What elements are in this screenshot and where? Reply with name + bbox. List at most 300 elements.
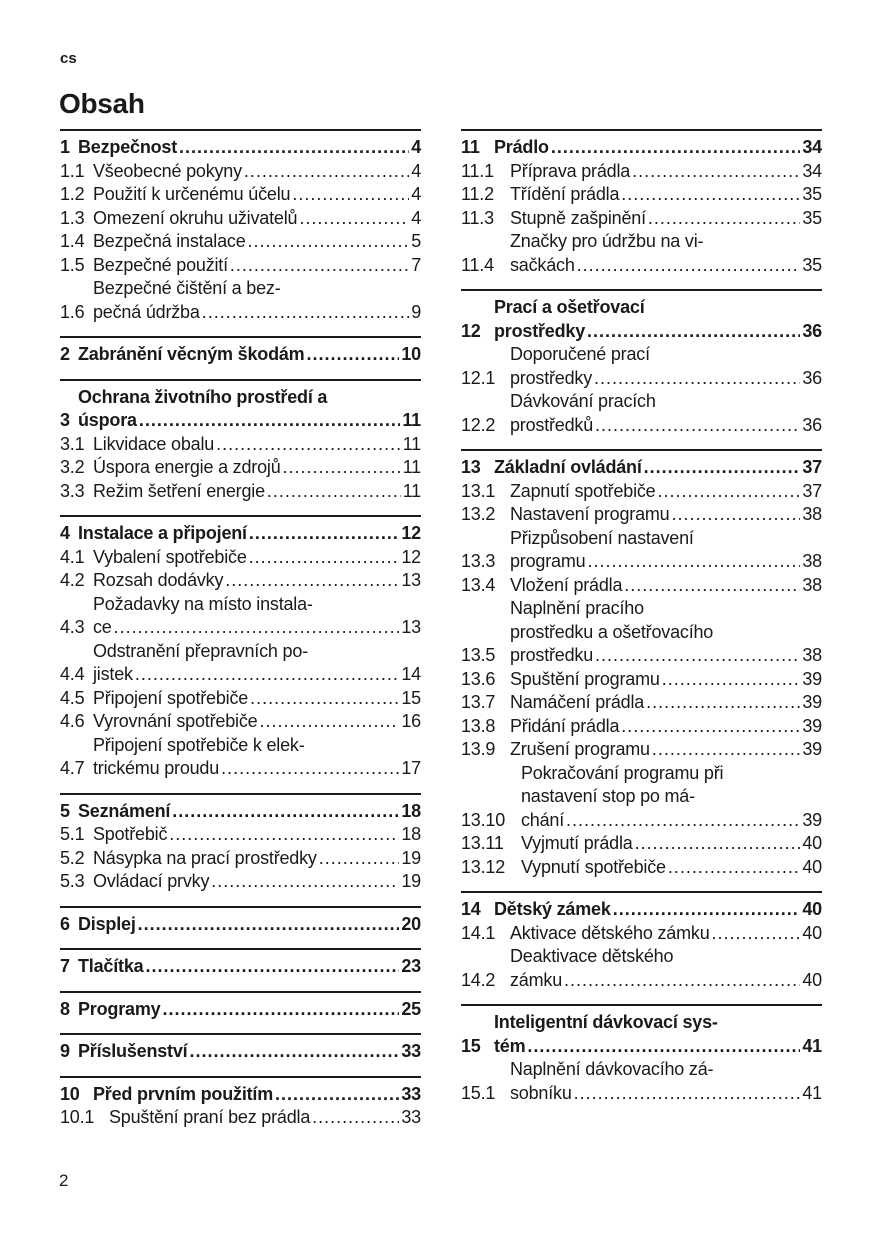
toc-subentry[interactable]	[461, 503, 822, 527]
entry-body	[93, 160, 421, 184]
entry-number: 7	[60, 956, 70, 976]
dot-leader	[283, 456, 401, 480]
entry-title: Použití k určenému účelu	[93, 184, 291, 204]
toc-chapter-entry[interactable]	[60, 955, 421, 979]
entry-page-number: 4	[411, 207, 421, 228]
entry-body	[510, 738, 822, 762]
entry-number: 1.1	[60, 160, 85, 181]
entry-page-number: 40	[802, 899, 822, 919]
entry-title-line: Bezpečné čištění a bez-	[93, 278, 281, 298]
toc-subentry[interactable]	[60, 480, 421, 504]
entry-number: 1.4	[60, 231, 85, 251]
entry-title-row	[510, 691, 822, 715]
dot-leader	[202, 301, 410, 325]
entry-number: 14.1	[461, 922, 496, 943]
entry-title: Spuštění programu	[510, 668, 660, 689]
entry-number: 4.3	[60, 617, 85, 637]
entry-page-number: 36	[802, 320, 822, 341]
entry-title-line: Naplnění pracího	[510, 598, 644, 618]
entry-number: 13.1	[461, 480, 496, 501]
toc-subentry[interactable]	[461, 207, 822, 231]
entry-title: Všeobecné pokyny	[93, 160, 242, 181]
toc-subentry[interactable]	[60, 710, 421, 734]
toc-subentry[interactable]	[461, 597, 822, 668]
toc-section	[60, 948, 421, 979]
entry-page-number: 13	[401, 570, 421, 590]
entry-title: Příslušenství	[78, 1041, 188, 1061]
entry-title-row	[494, 456, 822, 480]
dot-leader	[135, 663, 400, 687]
entry-number: 9	[60, 1041, 70, 1061]
dot-leader	[671, 503, 800, 527]
entry-number: 12.1	[461, 367, 496, 388]
entry-title-row	[109, 1106, 421, 1130]
dot-leader	[221, 757, 399, 781]
entry-title: Vyrovnání spotřebiče	[93, 711, 258, 731]
entry-body	[93, 640, 421, 687]
toc-subentry[interactable]	[461, 527, 822, 574]
entry-body	[93, 207, 421, 231]
entry-title: Stupně zašpinění	[510, 207, 646, 228]
entry-body	[93, 823, 421, 847]
entry-number: 13.3	[461, 551, 496, 571]
entry-number: 13.10	[461, 809, 506, 830]
toc-chapter-entry[interactable]	[60, 998, 421, 1022]
entry-page-number: 5	[411, 231, 421, 251]
entry-title: Základní ovládání	[494, 457, 642, 477]
entry-title: programu	[510, 551, 586, 571]
toc-subentry[interactable]	[60, 207, 421, 231]
dot-leader	[179, 136, 409, 160]
dot-leader	[259, 710, 399, 734]
toc-section	[461, 1004, 822, 1105]
entry-title: jistek	[93, 664, 133, 684]
entry-number: 10	[60, 1083, 80, 1104]
entry-body	[521, 856, 822, 880]
entry-page-number: 37	[802, 480, 822, 501]
entry-body	[93, 254, 421, 278]
entry-body	[78, 1040, 421, 1064]
toc-subentry[interactable]	[60, 640, 421, 687]
dot-leader	[595, 644, 800, 668]
entry-body	[510, 183, 822, 207]
entry-title-row	[510, 503, 822, 527]
entry-page-number: 9	[411, 301, 421, 322]
entry-title: Displej	[78, 913, 136, 934]
section-divider	[461, 129, 822, 131]
dot-leader	[307, 343, 400, 367]
entry-title-row	[93, 569, 421, 593]
entry-title: Programy	[78, 998, 161, 1019]
toc-chapter-entry[interactable]	[60, 522, 421, 546]
section-divider	[60, 336, 421, 338]
entry-body	[78, 913, 421, 937]
entry-title-row	[78, 522, 421, 546]
entry-title-row	[93, 616, 421, 640]
toc-subentry[interactable]	[60, 277, 421, 324]
toc-subentry[interactable]	[60, 870, 421, 894]
dot-leader	[587, 550, 800, 574]
toc-subentry[interactable]	[461, 480, 822, 504]
toc-subentry[interactable]	[461, 832, 822, 856]
entry-number: 13.4	[461, 574, 496, 595]
toc-section	[60, 1076, 421, 1130]
entry-page-number: 35	[802, 254, 822, 275]
entry-page-number: 33	[401, 1107, 421, 1127]
entry-number: 13.6	[461, 668, 496, 689]
entry-title: Nastavení programu	[510, 504, 670, 524]
toc-section	[60, 336, 421, 367]
dot-leader	[249, 546, 400, 570]
toc-section	[60, 379, 421, 504]
entry-body	[510, 668, 822, 692]
entry-title-row	[510, 668, 822, 692]
entry-page-number: 36	[802, 414, 822, 435]
toc-subentry[interactable]	[461, 343, 822, 390]
entry-title-line: nastavení stop po má-	[521, 786, 695, 806]
toc-subentry[interactable]	[60, 687, 421, 711]
entry-page-number: 36	[802, 367, 822, 388]
entry-title-row	[78, 1040, 421, 1064]
entry-number: 8	[60, 998, 70, 1019]
entry-body	[78, 522, 421, 546]
entry-page-number: 19	[401, 847, 421, 868]
entry-body	[510, 715, 822, 739]
toc-subentry[interactable]	[461, 691, 822, 715]
entry-title-row	[510, 969, 822, 993]
entry-title: sobníku	[510, 1082, 572, 1103]
entry-title-line: Přizpůsobení nastavení	[510, 527, 694, 548]
entry-title: Příprava prádla	[510, 160, 631, 181]
dot-leader	[613, 898, 801, 922]
entry-title-row	[93, 183, 421, 207]
toc-subentry[interactable]	[461, 922, 822, 946]
toc-subentry[interactable]	[461, 183, 822, 207]
toc-subentry[interactable]	[461, 762, 822, 833]
entry-body	[510, 480, 822, 504]
page-title: Obsah	[59, 88, 145, 119]
entry-number: 3	[60, 410, 70, 430]
toc-chapter-entry[interactable]	[60, 1040, 421, 1064]
toc-chapter-entry[interactable]	[461, 898, 822, 922]
entry-body	[78, 955, 421, 979]
entry-number: 14.2	[461, 969, 496, 990]
dot-leader	[319, 847, 400, 871]
toc-subentry[interactable]	[461, 738, 822, 762]
entry-number: 5.3	[60, 871, 85, 891]
entry-page-number: 16	[401, 711, 421, 731]
dot-leader	[551, 136, 801, 160]
dot-leader	[632, 160, 800, 184]
entry-number: 12.2	[461, 414, 496, 435]
entry-title-row	[78, 136, 421, 160]
entry-page-number: 10	[401, 344, 421, 364]
entry-title-row	[93, 207, 421, 231]
entry-page-number: 4	[411, 137, 421, 157]
toc-subentry[interactable]	[461, 945, 822, 992]
entry-title-row	[93, 870, 421, 894]
section-divider	[461, 1004, 822, 1006]
entry-number: 1.3	[60, 207, 85, 228]
entry-title-row	[93, 160, 421, 184]
entry-page-number: 23	[401, 956, 421, 976]
toc-subentry[interactable]	[60, 734, 421, 781]
entry-number: 1.2	[60, 184, 85, 204]
toc-chapter-entry[interactable]	[60, 343, 421, 367]
toc-subentry[interactable]	[60, 254, 421, 278]
entry-body	[93, 480, 421, 504]
toc-section	[60, 991, 421, 1022]
entry-page-number: 14	[401, 664, 421, 684]
entry-page-number: 7	[411, 254, 421, 275]
toc-chapter-entry[interactable]	[461, 136, 822, 160]
toc-section	[60, 515, 421, 781]
dot-leader	[594, 367, 800, 391]
entry-title: úspora	[78, 410, 137, 430]
entry-title: tém	[494, 1035, 526, 1056]
section-divider	[60, 991, 421, 993]
entry-body	[521, 762, 822, 833]
entry-number: 14	[461, 899, 481, 919]
toc-subentry[interactable]	[461, 856, 822, 880]
entry-number: 3.1	[60, 433, 85, 454]
entry-title-line: Prací a ošetřovací	[494, 297, 645, 317]
entry-number: 1.6	[60, 301, 85, 322]
entry-number: 13	[461, 457, 481, 477]
dot-leader	[621, 183, 800, 207]
dot-leader	[587, 320, 800, 344]
entry-body	[93, 734, 421, 781]
entry-body	[78, 998, 421, 1022]
entry-body	[109, 1106, 421, 1130]
entry-title-row	[78, 998, 421, 1022]
entry-title: prostředky	[510, 367, 593, 388]
toc-subentry[interactable]	[60, 183, 421, 207]
section-divider	[60, 379, 421, 381]
entry-body	[494, 1011, 822, 1058]
dot-leader	[621, 715, 800, 739]
entry-number: 5.2	[60, 847, 85, 868]
dot-leader	[648, 207, 800, 231]
entry-body	[78, 136, 421, 160]
dot-leader	[138, 913, 400, 937]
entry-page-number: 38	[802, 504, 822, 524]
dot-leader	[312, 1106, 399, 1130]
entry-body	[93, 277, 421, 324]
entry-title: sačkách	[510, 254, 575, 275]
entry-page-number: 13	[401, 617, 421, 637]
entry-title-row	[93, 480, 421, 504]
toc-chapter-entry[interactable]	[60, 913, 421, 937]
toc-subentry[interactable]	[60, 569, 421, 593]
toc-chapter-entry[interactable]	[461, 1011, 822, 1058]
entry-number: 2	[60, 344, 70, 364]
entry-title-row	[78, 913, 421, 937]
entry-page-number: 35	[802, 184, 822, 204]
toc-subentry[interactable]	[60, 593, 421, 640]
entry-title-row	[510, 367, 822, 391]
toc-chapter-entry[interactable]	[60, 136, 421, 160]
entry-body	[78, 386, 421, 433]
toc-subentry[interactable]	[60, 847, 421, 871]
entry-body	[510, 945, 822, 992]
entry-number: 12	[461, 320, 481, 341]
dot-leader	[267, 480, 401, 504]
entry-title: Tlačítka	[78, 956, 144, 976]
toc-chapter-entry[interactable]	[60, 800, 421, 824]
entry-number: 4.5	[60, 687, 85, 708]
entry-number: 6	[60, 913, 70, 934]
entry-page-number: 11	[402, 410, 421, 430]
toc-subentry[interactable]	[60, 433, 421, 457]
entry-body	[93, 870, 421, 894]
entry-number: 4.4	[60, 664, 85, 684]
entry-title: Omezení okruhu uživatelů	[93, 207, 298, 228]
entry-title-row	[510, 183, 822, 207]
toc-chapter-entry[interactable]	[461, 296, 822, 343]
entry-title-row	[494, 320, 822, 344]
entry-page-number: 39	[802, 692, 822, 712]
entry-page-number: 38	[802, 574, 822, 595]
entry-title-row	[521, 832, 822, 856]
entry-number: 11.4	[461, 254, 494, 275]
entry-title-row	[494, 898, 822, 922]
dot-leader	[712, 922, 801, 946]
entry-body	[494, 456, 822, 480]
entry-title: Násypka na prací prostředky	[93, 847, 317, 868]
toc-chapter-entry[interactable]	[60, 386, 421, 433]
entry-title-row	[494, 136, 822, 160]
entry-title-row	[510, 550, 822, 574]
entry-page-number: 11	[402, 480, 421, 501]
dot-leader	[248, 230, 410, 254]
entry-body	[93, 847, 421, 871]
toc-section	[60, 1033, 421, 1064]
dot-leader	[139, 409, 401, 433]
entry-title: Zapnutí spotřebiče	[510, 480, 656, 501]
entry-page-number: 35	[802, 207, 822, 228]
entry-title-row	[510, 644, 822, 668]
toc-subentry[interactable]	[60, 160, 421, 184]
entry-body	[93, 183, 421, 207]
dot-leader	[646, 691, 800, 715]
entry-page-number: 40	[802, 833, 822, 853]
entry-page-number: 41	[802, 1035, 822, 1056]
entry-title: Bezpečná instalace	[93, 231, 246, 251]
entry-title: Namáčení prádla	[510, 692, 645, 712]
entry-body	[494, 296, 822, 343]
entry-body	[78, 343, 421, 367]
entry-page-number: 17	[401, 758, 421, 778]
toc-subentry[interactable]	[461, 230, 822, 277]
toc-subentry[interactable]	[461, 574, 822, 598]
toc-subentry[interactable]	[60, 456, 421, 480]
toc-subentry[interactable]	[60, 546, 421, 570]
dot-leader	[230, 254, 409, 278]
section-divider	[461, 289, 822, 291]
entry-title-line: Inteligentní dávkovací sys-	[494, 1012, 718, 1032]
entry-title-line: Značky pro údržbu na vi-	[510, 231, 704, 251]
entry-page-number: 18	[401, 800, 421, 821]
entry-number: 4.6	[60, 711, 85, 731]
entry-body	[93, 710, 421, 734]
toc-section	[60, 906, 421, 937]
section-divider	[60, 1076, 421, 1078]
entry-title: Seznámení	[78, 800, 171, 821]
entry-title: Prádlo	[494, 137, 549, 157]
entry-title-row	[510, 480, 822, 504]
entry-title-line: Doporučené prací	[510, 344, 650, 364]
toc-column-left	[60, 129, 421, 1142]
entry-title: Aktivace dětského zámku	[510, 922, 710, 943]
entry-number: 13.8	[461, 715, 496, 736]
entry-body	[510, 343, 822, 390]
dot-leader	[172, 800, 399, 824]
entry-title-row	[510, 207, 822, 231]
toc-subentry[interactable]	[60, 823, 421, 847]
entry-title-row	[93, 433, 421, 457]
dot-leader	[644, 456, 801, 480]
dot-leader	[114, 616, 400, 640]
entry-title-row	[93, 823, 421, 847]
toc-chapter-entry[interactable]	[461, 456, 822, 480]
toc-chapter-entry[interactable]	[60, 1083, 421, 1107]
entry-title: Vyjmutí prádla	[521, 833, 633, 853]
toc-subentry[interactable]	[461, 715, 822, 739]
dot-leader	[162, 998, 399, 1022]
dot-leader	[169, 823, 399, 847]
entry-body	[93, 687, 421, 711]
toc-subentry[interactable]	[461, 1058, 822, 1105]
entry-page-number: 38	[802, 551, 822, 571]
dot-leader	[275, 1083, 399, 1107]
entry-title-line: prostředku a ošetřovacího	[510, 621, 714, 642]
entry-title: prostředky	[494, 320, 586, 341]
entry-title: Bezpečnost	[78, 137, 178, 157]
toc-subentry[interactable]	[461, 668, 822, 692]
entry-title-row	[93, 847, 421, 871]
entry-title-row	[78, 409, 421, 433]
toc-subentry[interactable]	[461, 160, 822, 184]
toc-subentry[interactable]	[60, 1106, 421, 1130]
entry-page-number: 40	[802, 969, 822, 990]
entry-title-row	[494, 1035, 822, 1059]
entry-number: 11.1	[461, 160, 494, 181]
entry-title-line: Ochrana životního prostředí a	[78, 386, 328, 407]
entry-number: 13.12	[461, 856, 506, 877]
entry-page-number: 15	[401, 687, 421, 708]
entry-title: Ovládací prvky	[93, 871, 210, 891]
dot-leader	[564, 969, 800, 993]
dot-leader	[574, 1082, 801, 1106]
toc-subentry[interactable]	[60, 230, 421, 254]
entry-title-line: Požadavky na místo instala-	[93, 593, 313, 614]
entry-page-number: 38	[802, 645, 822, 665]
entry-title: Vybalení spotřebiče	[93, 546, 247, 567]
dot-leader	[225, 569, 399, 593]
toc-subentry[interactable]	[461, 390, 822, 437]
entry-title: prostředků	[510, 414, 594, 435]
entry-title-row	[521, 809, 822, 833]
entry-title: Před prvním použitím	[93, 1083, 274, 1104]
dot-leader	[145, 955, 399, 979]
dot-leader	[658, 480, 801, 504]
entry-number: 4.2	[60, 570, 85, 590]
entry-number: 13.7	[461, 692, 496, 712]
entry-page-number: 33	[401, 1083, 421, 1104]
entry-body	[494, 898, 822, 922]
entry-body	[93, 546, 421, 570]
